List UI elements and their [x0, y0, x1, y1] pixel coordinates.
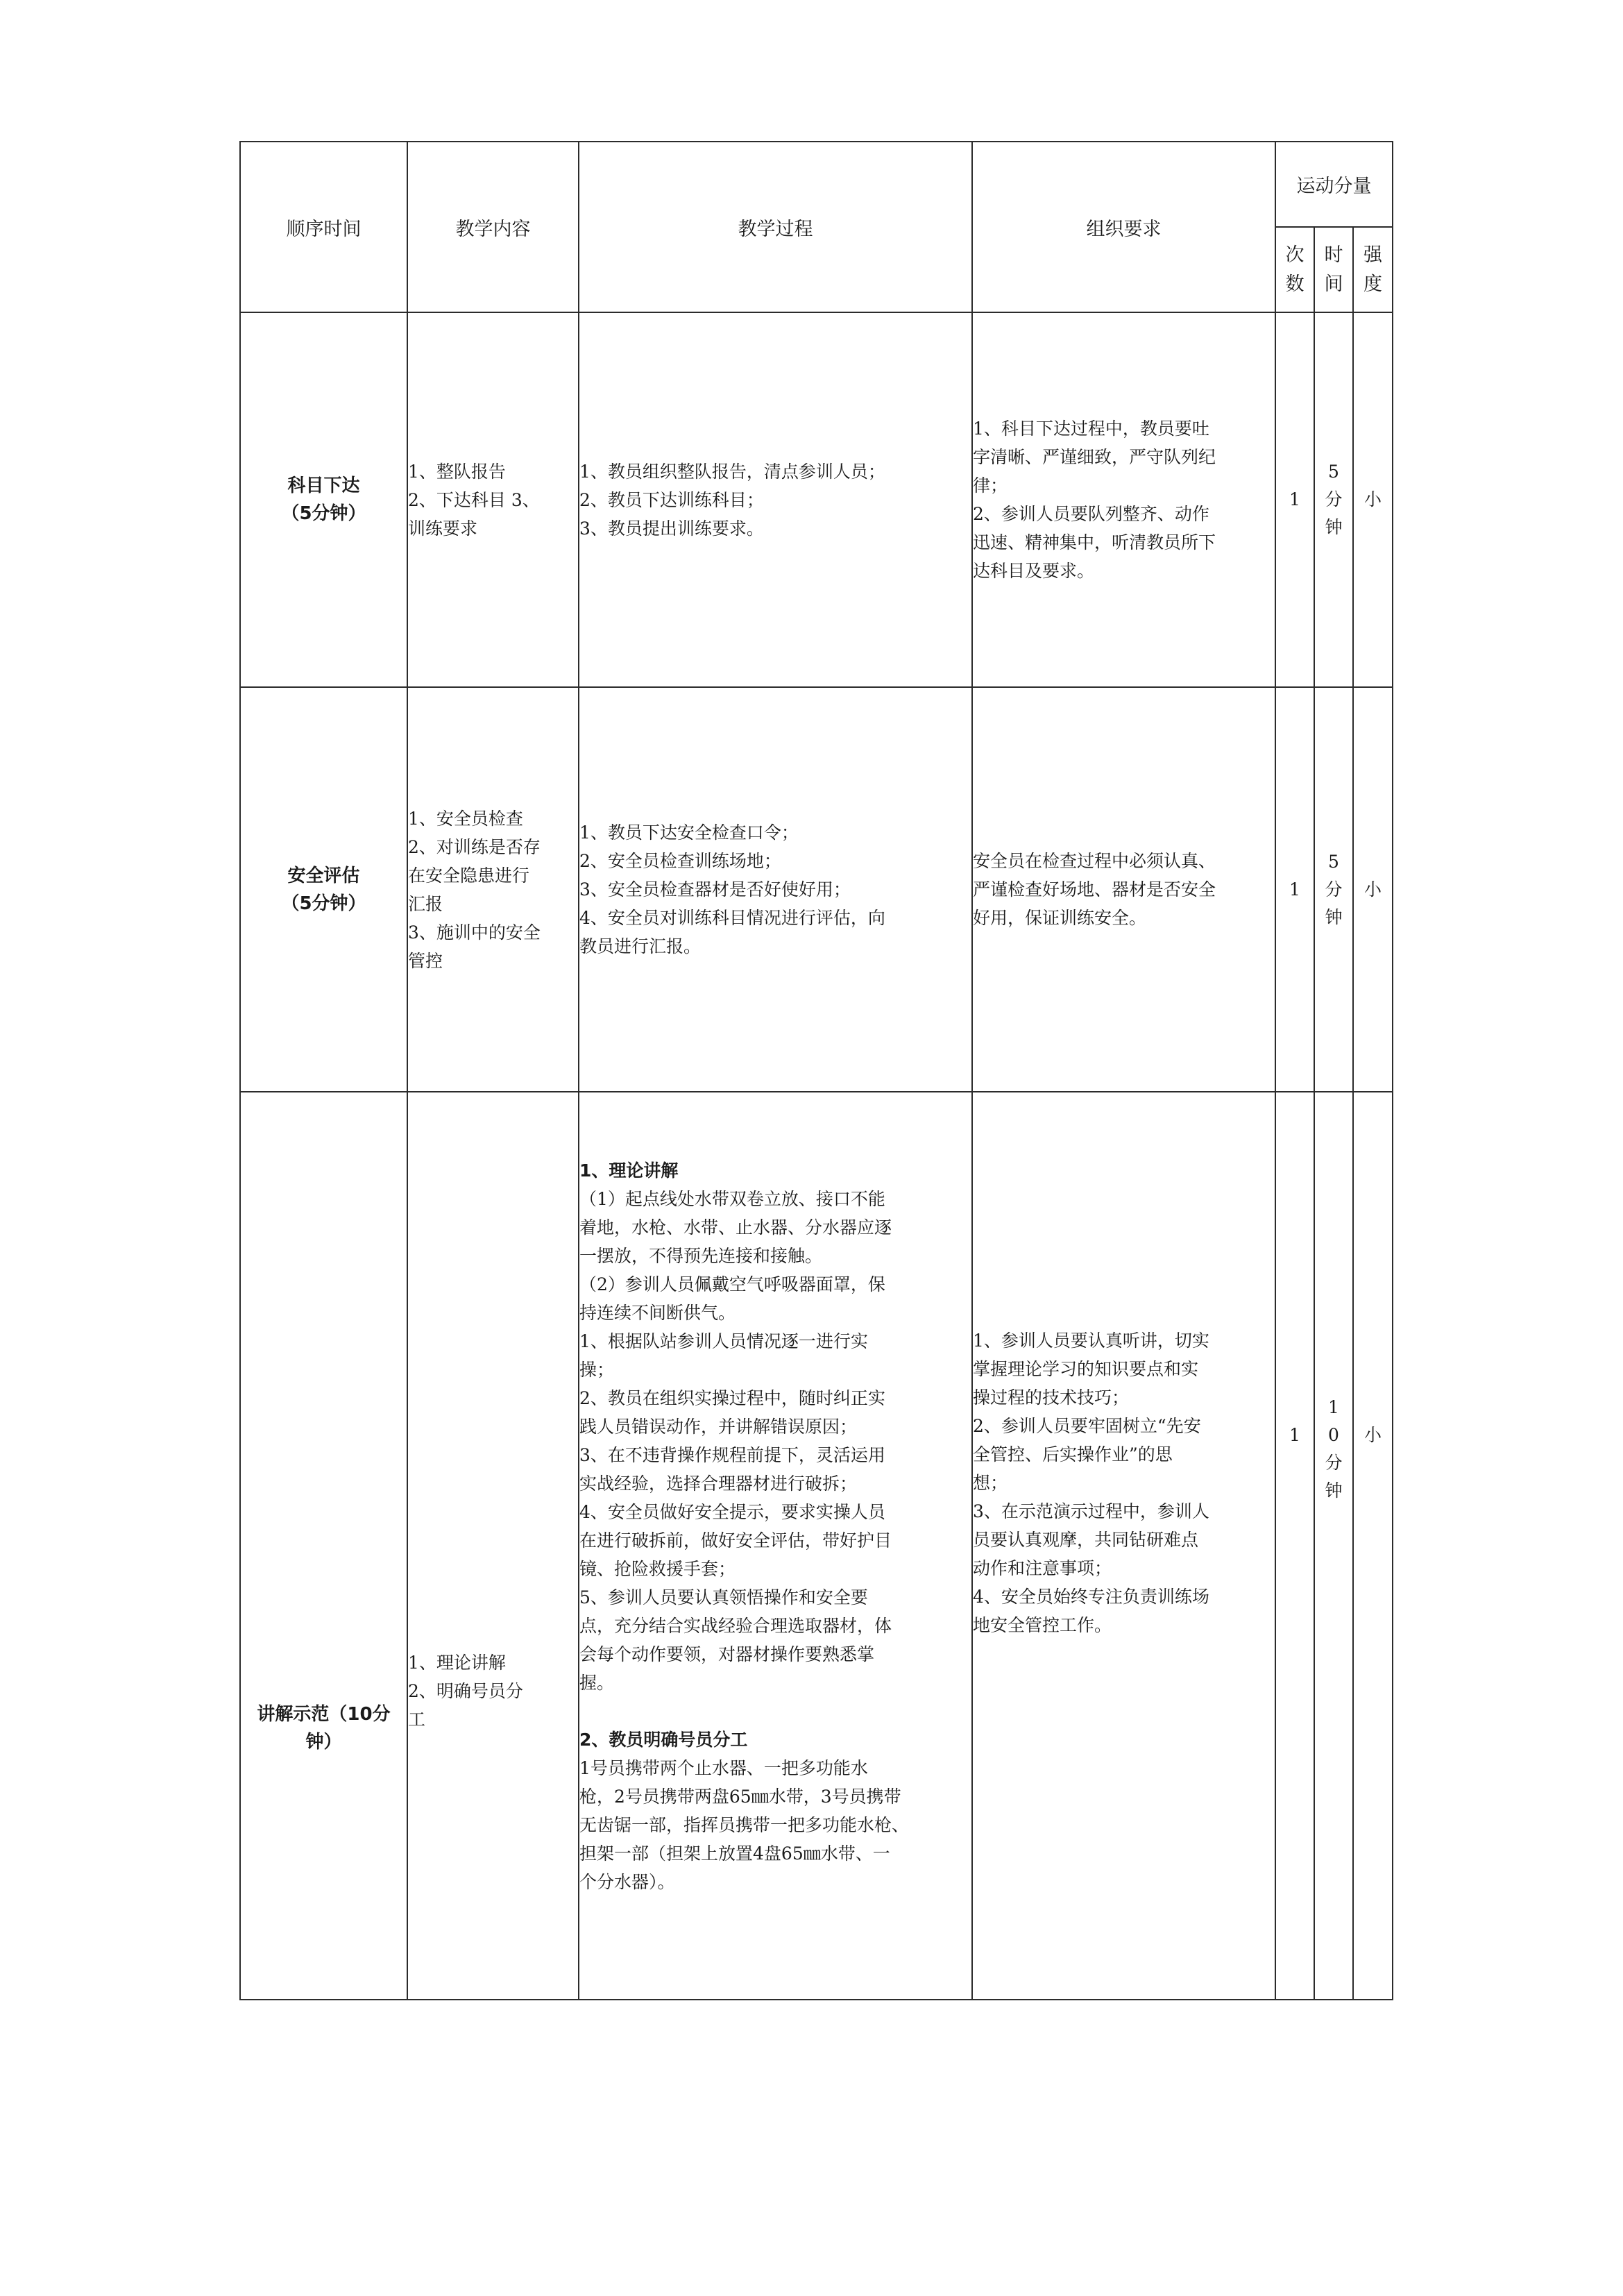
- text-line: 安全评估: [287, 865, 360, 886]
- text-line: 掌握理论学习的知识要点和实: [973, 1359, 1199, 1379]
- text-line: （1）起点线处水带双卷立放、接口不能: [579, 1189, 885, 1209]
- text-line: 践人员错误动作，并讲解错误原因；: [579, 1417, 858, 1437]
- text-line: 安全员在检查过程中必须认真、: [973, 851, 1216, 871]
- row-content: [407, 1092, 579, 2000]
- header-count: [1275, 227, 1314, 312]
- text-line: 枪，2号员携带两盘65㎜水带，3号员携带: [579, 1787, 901, 1807]
- row-sequence: [240, 1092, 407, 2000]
- text-line: 钟: [1325, 1480, 1343, 1501]
- text-line: 次: [1285, 244, 1305, 266]
- text-line: 1、教员组织整队报告，清点参训人员；: [579, 461, 885, 482]
- process-heading-theory: 1、理论讲解: [579, 1160, 679, 1181]
- text-line: 分: [1325, 879, 1343, 900]
- text-line: 在安全隐患进行: [408, 865, 530, 886]
- row-requirements: [972, 687, 1275, 1092]
- text-line: 0: [1328, 1425, 1339, 1445]
- text-line: 2、教员在组织实操过程中，随时纠正实: [579, 1388, 885, 1408]
- text-line: 5: [1328, 851, 1339, 872]
- text-line: 地安全管控工作。: [973, 1615, 1112, 1635]
- text-line: （2）参训人员佩戴空气呼吸器面罩，保: [579, 1274, 885, 1294]
- text-line: 无齿锯一部，指挥员携带一把多功能水枪、: [579, 1815, 910, 1835]
- text-line: 5、参训人员要认真领悟操作和安全要: [579, 1587, 868, 1607]
- row-process: [579, 687, 972, 1092]
- row-process: [579, 312, 972, 687]
- text-line: 严谨检查好场地、器材是否安全: [973, 879, 1216, 900]
- text-line: 工: [408, 1710, 426, 1730]
- text-line: 钟: [1325, 906, 1343, 927]
- row-requirements: [972, 1092, 1275, 2000]
- text-line: 全管控、后实操作业”的思: [973, 1444, 1173, 1464]
- text-line: 2、参训人员要牢固树立“先安: [973, 1416, 1201, 1436]
- text-line: 操过程的技术技巧；: [973, 1387, 1130, 1408]
- text-line: 点，充分结合实战经验合理选取器材，体: [579, 1616, 892, 1636]
- text-line: 动作和注意事项；: [973, 1558, 1112, 1578]
- text-line: 数: [1285, 273, 1305, 295]
- text-line: 4、安全员始终专注负责训练场: [973, 1587, 1209, 1607]
- text-line: （5分钟）: [281, 893, 366, 914]
- row-process: [579, 1092, 972, 2000]
- row-intensity: 小: [1353, 312, 1393, 687]
- text-line: 3、施训中的安全: [408, 922, 541, 943]
- text-line: 握。: [579, 1673, 615, 1693]
- text-line: 训练要求: [408, 518, 478, 539]
- text-line: 实战经验，选择合理器材进行破拆；: [579, 1474, 858, 1494]
- header-requirements: 组织要求: [972, 142, 1275, 312]
- text-line: 会每个动作要领，对器材操作要熟悉掌: [579, 1644, 875, 1664]
- header-exercise-load: 运动分量: [1275, 142, 1393, 227]
- text-line: 4、安全员对训练科目情况进行评估，向: [579, 908, 885, 928]
- text-line: （5分钟）: [281, 503, 366, 524]
- row-time: [1314, 687, 1353, 1092]
- row-sequence: [240, 687, 407, 1092]
- text-line: 分: [1325, 1453, 1343, 1473]
- text-line: 讲解示范（10分: [257, 1704, 391, 1725]
- text-line: 想；: [973, 1473, 1008, 1493]
- text-line: 钟: [1325, 517, 1343, 537]
- row-intensity: 小: [1353, 1092, 1393, 2000]
- text-line: 度: [1363, 273, 1383, 295]
- text-line: 钟）: [305, 1732, 342, 1753]
- text-line: 律；: [973, 475, 1008, 496]
- text-line: 3、安全员检查器材是否好使好用；: [579, 879, 851, 900]
- text-line: 1、科目下达过程中，教员要吐: [973, 419, 1209, 439]
- text-line: 员要认真观摩，共同钻研难点: [973, 1530, 1199, 1550]
- text-line: 1、参训人员要认真听讲，切实: [973, 1331, 1209, 1351]
- text-line: 教员进行汇报。: [579, 936, 702, 956]
- text-line: 时: [1324, 244, 1343, 266]
- text-line: 持连续不间断供气。: [579, 1303, 736, 1323]
- text-line: 2、明确号员分: [408, 1681, 523, 1701]
- text-line: 一摆放，不得预先连接和接触。: [579, 1246, 823, 1266]
- text-line: 汇报: [408, 893, 443, 914]
- text-line: 管控: [408, 950, 443, 971]
- text-line: 着地，水枪、水带、止水器、分水器应逐: [579, 1217, 892, 1238]
- text-line: 5: [1328, 462, 1339, 482]
- text-line: 3、在不违背操作规程前提下，灵活运用: [579, 1445, 885, 1465]
- row-count: 1: [1275, 687, 1314, 1092]
- text-line: 1、安全员检查: [408, 808, 523, 829]
- text-line: 1、教员下达安全检查口令；: [579, 822, 799, 843]
- text-line: 强: [1363, 244, 1383, 266]
- text-line: 间: [1324, 273, 1343, 295]
- header-row: [240, 142, 1393, 227]
- row-sequence: [240, 312, 407, 687]
- table-row: [240, 687, 1393, 1092]
- text-line: 2、参训人员要队列整齐、动作: [973, 504, 1209, 524]
- text-line: 镜、抢险救援手套；: [579, 1559, 736, 1579]
- text-line: 个分水器）。: [579, 1872, 675, 1892]
- header-intensity: [1353, 227, 1393, 312]
- text-line: 3、教员提出训练要求。: [579, 518, 764, 539]
- row-count: 1: [1275, 312, 1314, 687]
- text-line: 好用，保证训练安全。: [973, 908, 1147, 928]
- text-line: 2、安全员检查训练场地；: [579, 851, 781, 871]
- row-requirements: [972, 312, 1275, 687]
- text-line: 1、理论讲解: [408, 1653, 506, 1673]
- row-time: [1314, 1092, 1353, 2000]
- text-line: 1: [1328, 1397, 1339, 1417]
- text-line: 4、安全员做好安全提示，要求实操人员: [579, 1502, 885, 1522]
- process-roles-text: [579, 1754, 971, 1896]
- process-theory-text: [579, 1185, 971, 1697]
- text-line: 2、教员下达训练科目；: [579, 489, 764, 510]
- process-heading-roles: 2、教员明确号员分工: [579, 1730, 748, 1750]
- row-content: [407, 312, 579, 687]
- table-row: [240, 312, 1393, 687]
- lesson-plan-table: [239, 141, 1393, 2000]
- text-line: 科目下达: [287, 475, 360, 496]
- row-content: [407, 687, 579, 1092]
- header-sequence-time: 顺序时间: [240, 142, 407, 312]
- text-line: 3、在示范演示过程中，参训人: [973, 1501, 1209, 1521]
- text-line: 操；: [579, 1360, 615, 1380]
- text-line: 1号员携带两个止水器、一把多功能水: [579, 1758, 868, 1778]
- text-line: 达科目及要求。: [973, 561, 1095, 581]
- text-line: 字清晰、严谨细致，严守队列纪: [973, 447, 1216, 467]
- row-count: 1: [1275, 1092, 1314, 2000]
- row-time: [1314, 312, 1353, 687]
- header-content: 教学内容: [407, 142, 579, 312]
- row-intensity: 小: [1353, 687, 1393, 1092]
- text-line: 2、下达科目 3、: [408, 489, 540, 510]
- text-line: 1、根据队站参训人员情况逐一进行实: [579, 1331, 868, 1351]
- text-line: 2、对训练是否存: [408, 836, 541, 857]
- text-line: 在进行破拆前，做好安全评估，带好护目: [579, 1530, 892, 1551]
- header-time: [1314, 227, 1353, 312]
- text-line: 担架一部（担架上放置4盘65㎜水带、一: [579, 1843, 890, 1864]
- text-line: 迅速、精神集中，听清教员所下: [973, 532, 1216, 552]
- text-line: 1、整队报告: [408, 461, 506, 482]
- table-row: [240, 1092, 1393, 2000]
- header-process: 教学过程: [579, 142, 972, 312]
- text-line: 分: [1325, 489, 1343, 509]
